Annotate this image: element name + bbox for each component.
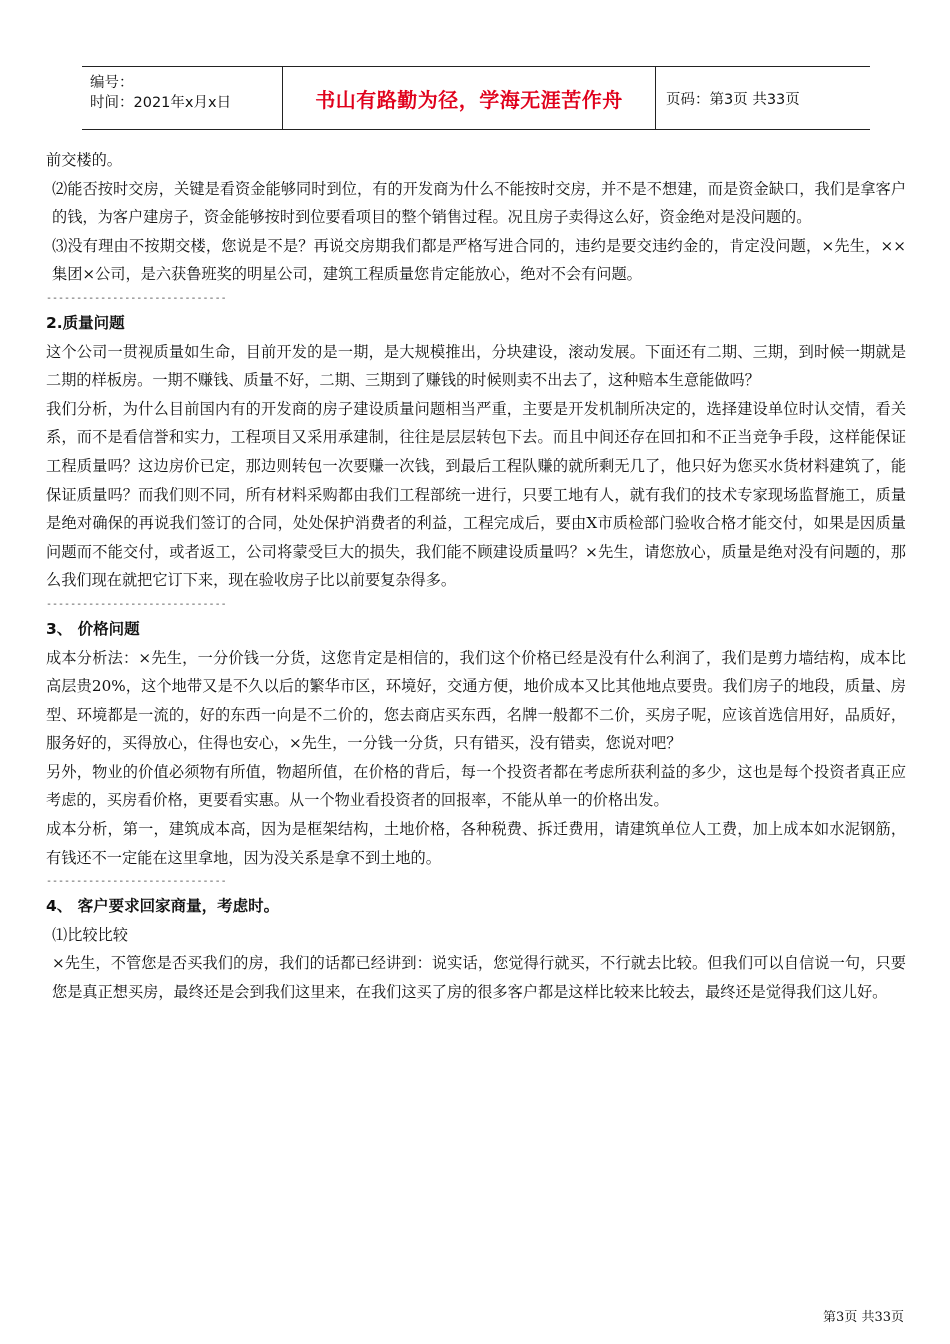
paragraph: ×先生，不管您是否买我们的房，我们的话都已经讲到：说实话，您觉得行就买，不行就去比较。但我们可以自信说一句，只要您是真正想买房，最终还是会到我们这里来，在我们这买了房的很多客户都是这样比较来比较去，最终还是觉得我们这儿好。 [52, 954, 906, 1002]
page-footer: 第3页 共33页 [823, 1310, 904, 1325]
paragraph: 我们分析，为什么目前国内有的开发商的房子建设质量问题相当严重，主要是开发机制所决定的，选择建设单位时认交情，看关系，而不是看信誉和实力，工程项目又采用承建制，往往是层层转包下去。而且中间还存在回扣和不正当竞争手段，这样能保证工程质量吗？这边房价已定，那边则转包一次要赚一次钱，到最后工程队赚的就所剩无几了，他只好为您买水货材料建筑了，能保证质量吗？而我们则不同，所有材料采购都由我们工程部统一进行，只要工地有人，就有我们的技术专家现场监督施工，质量是绝对确保的再说我们签订的合同，处处保护消费者的利益，工程完成后，要由X市质检部门验收合格才能交付，如果是因质量问题而不能交付，或者返工，公司将蒙受巨大的损失，我们能不顾建设质量吗？×先生，请您放心，质量是绝对没有问题的，那么我们现在就把它订下来，现在验收房子比以前要复杂得多。 [46, 399, 906, 590]
page-header [82, 66, 870, 130]
header-meta [82, 67, 282, 129]
paragraph: 另外，物业的价值必须物有所值，物超所值，在价格的背后，每一个投资者都在考虑所获利益的多少，这也是每个投资者真正应考虑的，买房看价格，更要看实惠。从一个物业看投资者的回报率，不能从单一的价格出发。 [46, 762, 906, 810]
paragraph: ⑴比较比较 [52, 925, 128, 944]
header-motto-cell [282, 67, 656, 129]
paragraph: 前交楼的。 [46, 151, 122, 169]
document-body [46, 146, 906, 1007]
paragraph: 成本分析，第一，建筑成本高，因为是框架结构，土地价格，各种税费、拆迁费用，请建筑单位人工费，加上成本如水泥钢筋，有钱还不一定能在这里拿地，因为没关系是拿不到土地的。 [46, 820, 906, 867]
paragraph: ⑶没有理由不按期交楼，您说是不是？再说交房期我们都是严格写进合同的，违约是要交违约金的，肯定没问题，×先生，××集团×公司，是六获鲁班奖的明星公司，建筑工程质量您肯定能放心，绝对不会有问题。 [52, 236, 906, 284]
separator-line: ------------------------------ [46, 598, 227, 610]
section-heading: 4、 客户要求回家商量，考虑时。 [46, 897, 280, 916]
header-motto: 书山有路勤为径，学海无涯苦作舟 [315, 87, 623, 112]
section-heading: 2.质量问题 [46, 313, 125, 332]
document-time: 时间：2021年x月x日 [90, 95, 232, 111]
separator-line: ------------------------------ [46, 876, 227, 888]
document-number: 编号： [90, 75, 134, 91]
paragraph: 成本分析法：×先生，一分价钱一分货，这您肯定是相信的，我们这个价格已经是没有什么利润了，我们是剪力墙结构，成本比高层贵20%，这个地带又是不久以后的繁华市区，环境好，交通方便，地价成本又比其他地点要贵。我们房子的地段，质量、房型、环境都是一流的，好的东西一向是不二价的，您去商店买东西，名牌一般都不二价，买房子呢，应该首选信用好，品质好，服务好的，买得放心，住得也安心，×先生，一分钱一分货，只有错买，没有错卖，您说对吧？ [46, 648, 906, 753]
paragraph: 这个公司一贯视质量如生命，目前开发的是一期，是大规模推出，分块建设，滚动发展。下面还有二期、三期，到时候一期就是二期的样板房。一期不赚钱、质量不好，二期、三期到了赚钱的时候则卖不出去了，这种赔本生意能做吗？ [46, 342, 906, 390]
separator-line: ------------------------------ [46, 292, 227, 304]
paragraph: ⑵能否按时交房，关键是看资金能够同时到位，有的开发商为什么不能按时交房，并不是不想建，而是资金缺口，我们是拿客户的钱，为客户建房子，资金能够按时到位要看项目的整个销售过程。况且房子卖得这么好，资金绝对是没问题的。 [52, 179, 906, 227]
header-page-cell [656, 67, 870, 129]
section-heading: 3、 价格问题 [46, 619, 140, 638]
header-page-number: 页码：第3页 共33页 [666, 91, 800, 108]
